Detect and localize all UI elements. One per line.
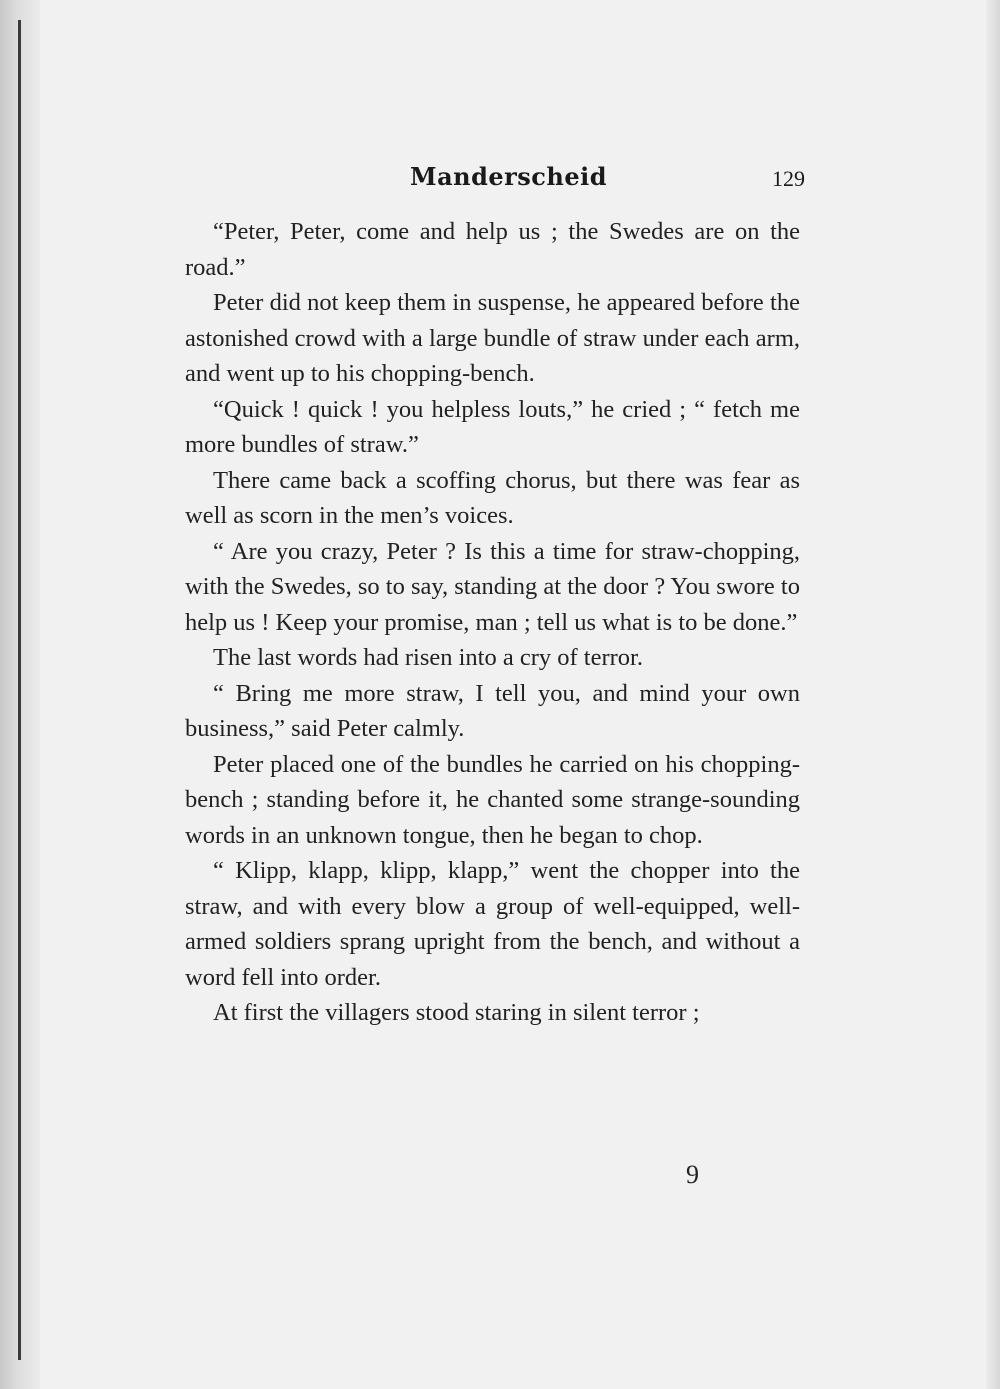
paragraph: Peter placed one of the bundles he carried on his chopping-bench ; standing before it, he chanted some strange-sounding words in an unknown tongue, then he began to chop. [185, 750, 800, 849]
paragraph: Peter did not keep them in suspense, he appeared before the astonished crowd with a large bundle of straw under each arm, and went up to his chopping-bench. [185, 289, 800, 387]
page-number: 129 [772, 166, 805, 191]
paragraph: “Quick ! quick ! you helpless louts,” he cried ; “ fetch me more bundles of straw.” [185, 395, 800, 458]
paragraph: “ Bring me more straw, I tell you, and mind your own business,” said Peter calmly. [185, 679, 800, 742]
paragraph: “ Klipp, klapp, klipp, klapp,” went the chopper into the straw, and with every blow a group of well-equipped, well-armed soldiers sprang upright from the bench, and without a word fell into order. [185, 857, 800, 991]
paragraph: “Peter, Peter, come and help us ; the Swedes are on the road.” [185, 218, 800, 281]
page-header [180, 162, 805, 202]
paragraph: At first the villagers stood staring in silent terror ; [213, 999, 700, 1026]
paragraph: “ Are you crazy, Peter ? Is this a time for straw-chopping, with the Swedes, so to say, standing at the door ? You swore to help us ! Keep your promise, man ; tell us what is to be done.” [185, 537, 800, 636]
binding-gutter [0, 0, 40, 1389]
page-edge [986, 0, 1000, 1389]
paragraph: The last words had risen into a cry of terror. [213, 644, 643, 671]
body-text [185, 214, 800, 1031]
paragraph: There came back a scoffing chorus, but there was fear as well as scorn in the men’s voices. [185, 466, 800, 529]
running-title: Manderscheid [410, 162, 608, 191]
gutter-shadow-line [18, 20, 21, 1360]
signature-mark: 9 [686, 1160, 699, 1189]
